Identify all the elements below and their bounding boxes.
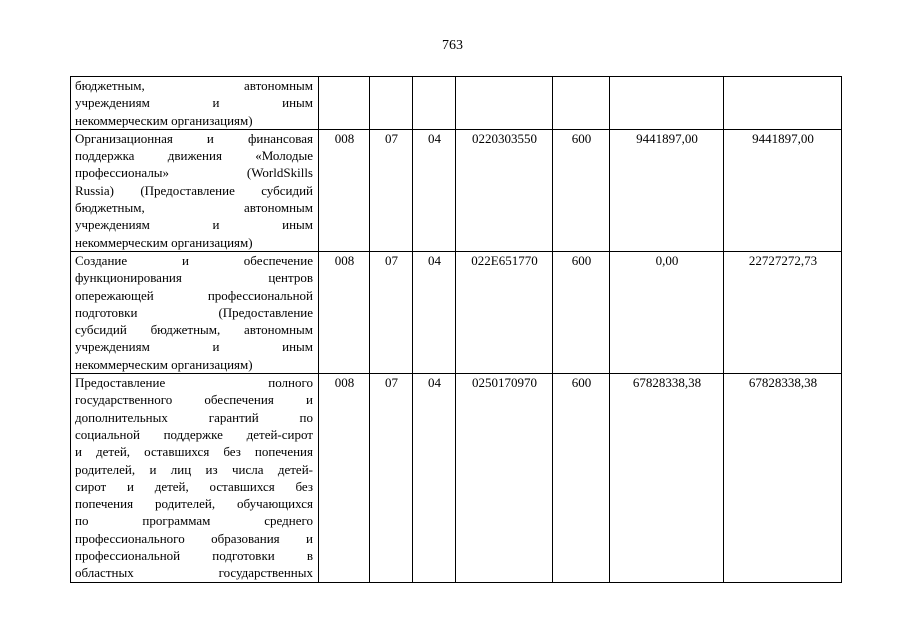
amount-2-cell: 67828338,38 — [724, 374, 842, 583]
description-line: профессиональной подготовки в — [75, 548, 313, 564]
description-line: попечения родителей, обучающихся — [75, 496, 313, 512]
description-line: Russia) (Предоставление субсидий — [75, 182, 313, 198]
description-line: подготовки (Предоставление — [75, 304, 313, 320]
target-article-cell: 0250170970 — [456, 374, 553, 583]
description-line: субсидий бюджетным, автономным — [75, 322, 313, 338]
target-article-cell: 0220303550 — [456, 129, 553, 251]
description-line: Создание и обеспечение — [75, 252, 313, 268]
description-line: государственного обеспечения и — [75, 392, 313, 408]
target-article-cell: 022E651770 — [456, 251, 553, 373]
description-cell — [71, 251, 319, 373]
page-number: 763 — [442, 38, 463, 53]
description-line: социальной поддержке детей-сирот — [75, 426, 313, 442]
description-line: учреждениям и иным — [75, 95, 313, 111]
ministry-code-cell — [319, 77, 370, 130]
ministry-code-cell: 008 — [319, 251, 370, 373]
amount-2-cell — [724, 77, 842, 130]
budget-table — [70, 76, 842, 583]
ministry-code-cell: 008 — [319, 129, 370, 251]
section-cell: 07 — [370, 251, 413, 373]
description-cell — [71, 77, 319, 130]
description-line: профессионального образования и — [75, 530, 313, 546]
table-row — [71, 77, 842, 130]
section-cell — [370, 77, 413, 130]
description-line: профессионалы» (WorldSkills — [75, 165, 313, 181]
description-line: некоммерческим организациям) — [75, 356, 253, 372]
amount-1-cell: 67828338,38 — [610, 374, 724, 583]
description-line: опережающей профессиональной — [75, 287, 313, 303]
table-row — [71, 251, 842, 373]
section-cell: 07 — [370, 374, 413, 583]
expense-type-cell — [553, 77, 610, 130]
amount-1-cell — [610, 77, 724, 130]
amount-2-cell: 22727272,73 — [724, 251, 842, 373]
subsection-cell: 04 — [413, 129, 456, 251]
description-line: и детей, оставшихся без попечения — [75, 444, 313, 460]
description-line: учреждениям и иным — [75, 217, 313, 233]
description-line: поддержка движения «Молодые — [75, 148, 313, 164]
target-article-cell — [456, 77, 553, 130]
amount-1-cell: 0,00 — [610, 251, 724, 373]
subsection-cell: 04 — [413, 374, 456, 583]
description-line: родителей, и лиц из числа детей- — [75, 461, 313, 477]
ministry-code-cell: 008 — [319, 374, 370, 583]
description-line: некоммерческим организациям) — [75, 112, 253, 128]
expense-type-cell: 600 — [553, 251, 610, 373]
subsection-cell — [413, 77, 456, 130]
description-line: дополнительных гарантий по — [75, 409, 313, 425]
description-line: функционирования центров — [75, 270, 313, 286]
amount-2-cell: 9441897,00 — [724, 129, 842, 251]
table-row — [71, 129, 842, 251]
description-cell — [71, 129, 319, 251]
description-line: бюджетным, автономным — [75, 78, 313, 93]
description-line: учреждениям и иным — [75, 339, 313, 355]
subsection-cell: 04 — [413, 251, 456, 373]
amount-1-cell: 9441897,00 — [610, 129, 724, 251]
description-line: Предоставление полного — [75, 375, 313, 391]
description-line: сирот и детей, оставшихся без — [75, 478, 313, 494]
expense-type-cell: 600 — [553, 374, 610, 583]
description-line: бюджетным, автономным — [75, 200, 313, 216]
description-line: Организационная и финансовая — [75, 130, 313, 146]
description-line: некоммерческим организациям) — [75, 234, 253, 250]
description-line: по программам среднего — [75, 513, 313, 529]
expense-type-cell: 600 — [553, 129, 610, 251]
description-cell — [71, 374, 319, 583]
table-row — [71, 374, 842, 583]
description-line: областных государственных — [75, 565, 313, 581]
section-cell: 07 — [370, 129, 413, 251]
